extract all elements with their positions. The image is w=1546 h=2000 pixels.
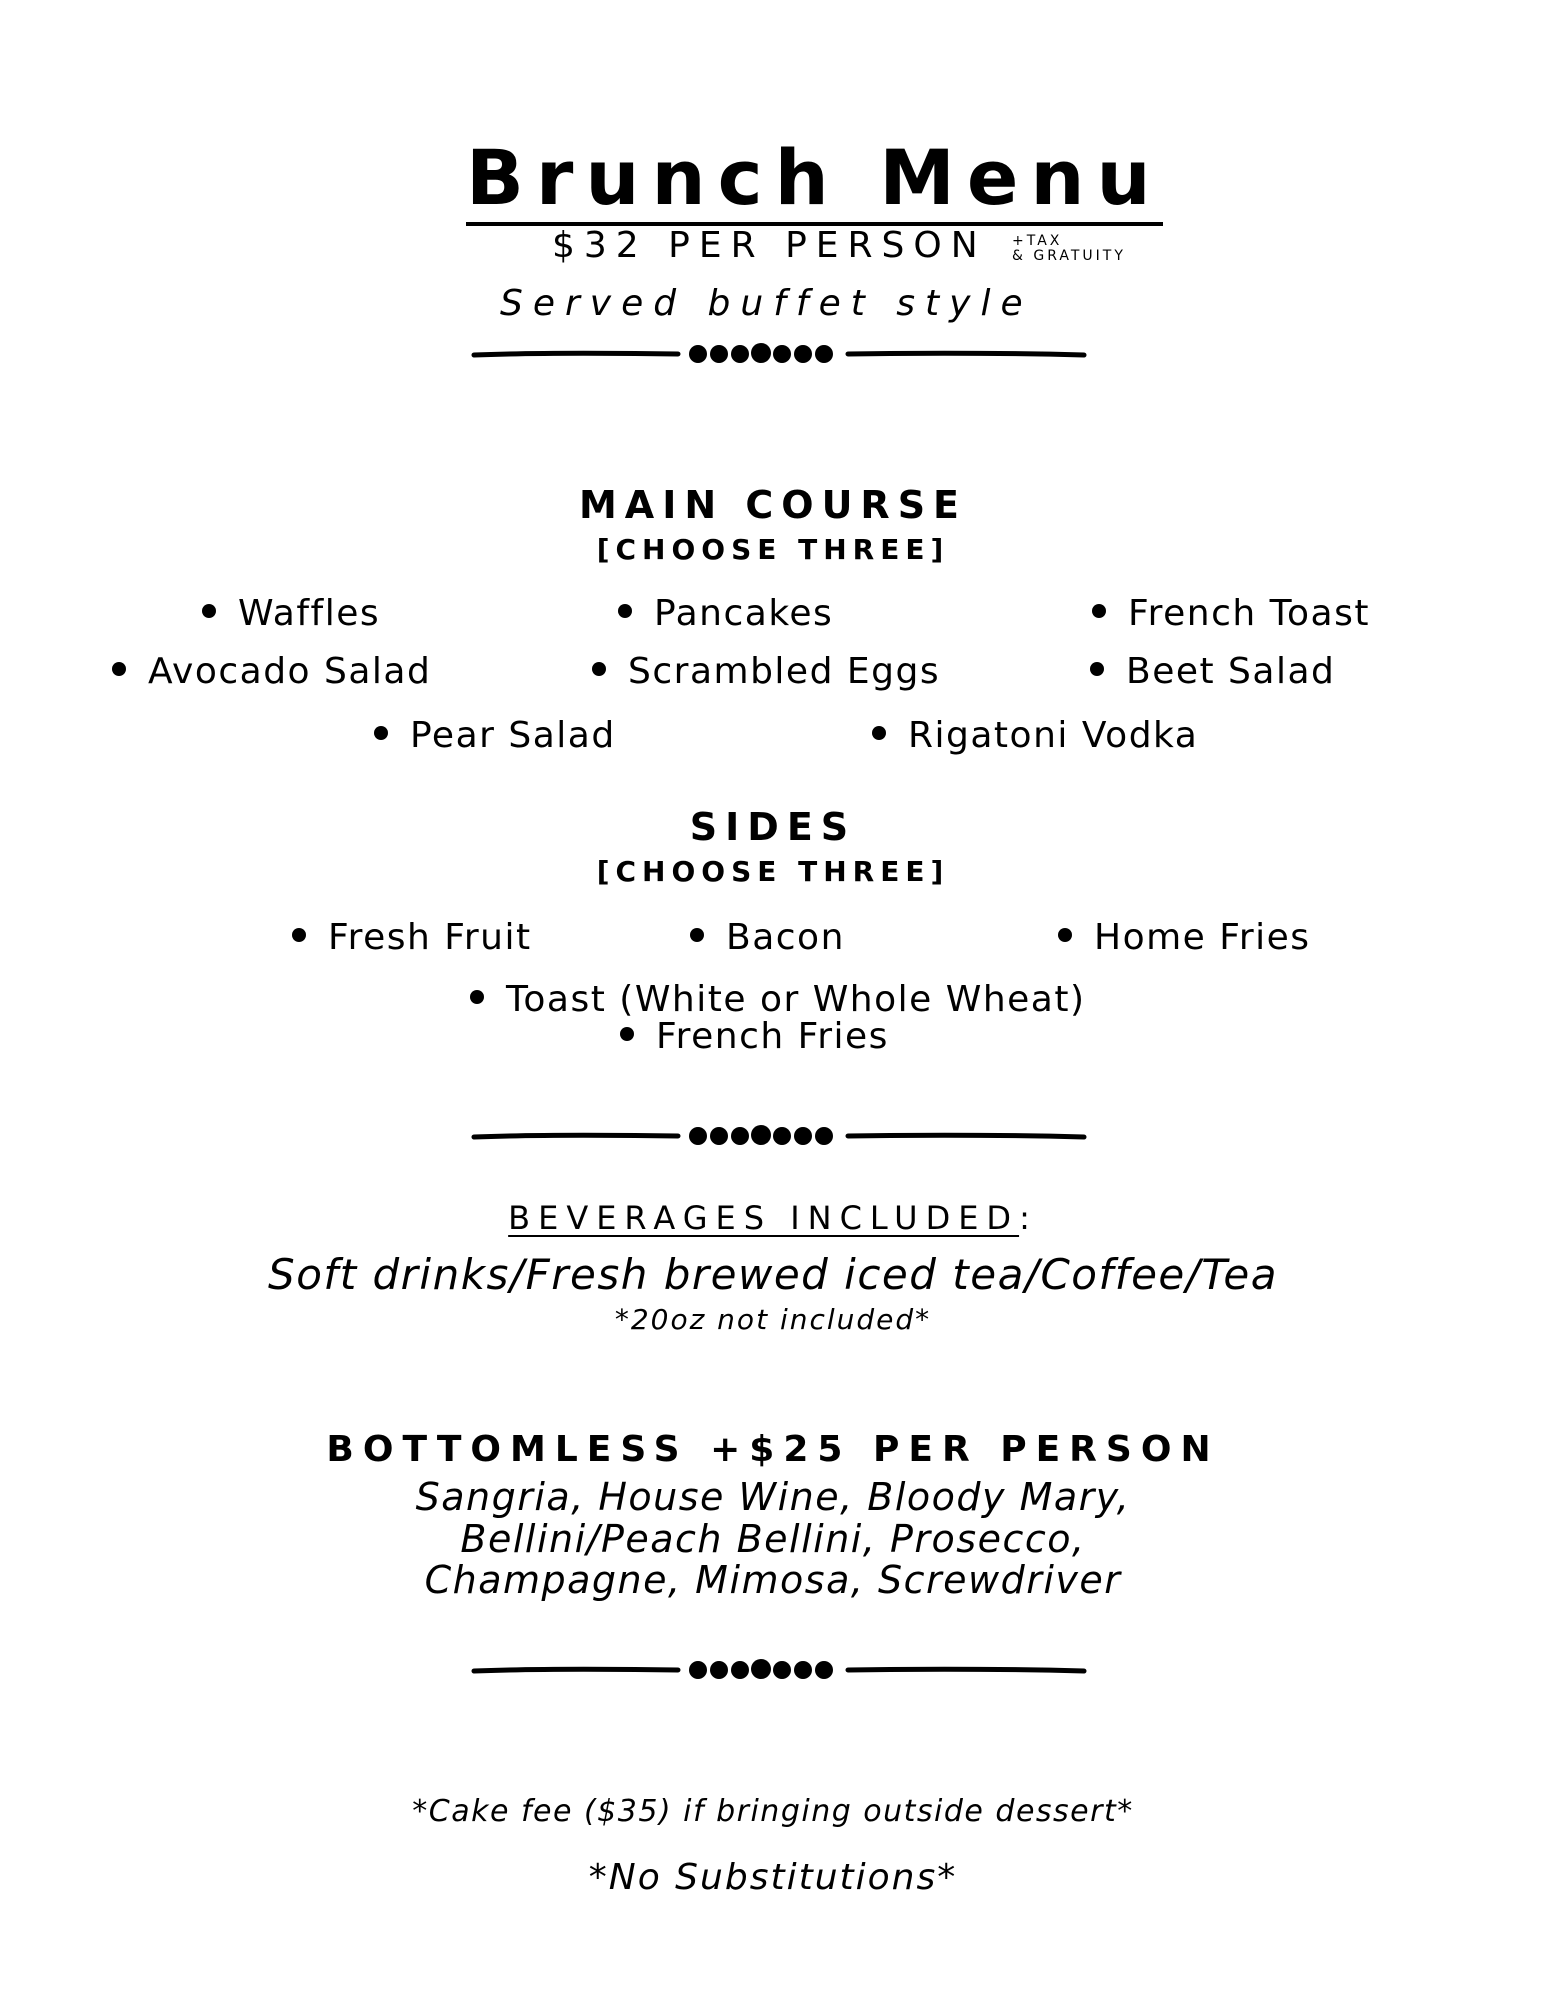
no-substitutions-note: *No Substitutions* bbox=[588, 1857, 958, 1898]
bottomless-drinks-line: Bellini/Peach Bellini, Prosecco, bbox=[460, 1517, 1086, 1561]
sides-subheading: [CHOOSE THREE] bbox=[596, 855, 950, 888]
bullet-icon bbox=[618, 604, 632, 618]
side-item-toast: Toast (White or Whole Wheat) bbox=[470, 982, 1086, 1018]
bullet-icon bbox=[292, 928, 306, 942]
side-item-french-fries: French Fries bbox=[620, 1019, 889, 1055]
bullet-icon bbox=[620, 1027, 634, 1041]
bullet-icon bbox=[690, 928, 704, 942]
ornamental-divider bbox=[470, 342, 1090, 366]
tax-gratuity-note bbox=[1012, 234, 1126, 265]
bullet-icon bbox=[592, 662, 606, 676]
beverages-note: *20oz not included* bbox=[614, 1303, 932, 1336]
main-item-pancakes: Pancakes bbox=[618, 596, 833, 632]
menu-title: Brunch Menu bbox=[466, 140, 1163, 226]
bottomless-heading: BOTTOMLESS +$25 PER PERSON bbox=[326, 1429, 1220, 1470]
bullet-icon bbox=[1090, 662, 1104, 676]
main-item-avocado-salad: Avocado Salad bbox=[112, 654, 431, 690]
main-item-french-toast: French Toast bbox=[1092, 596, 1370, 632]
main-item-waffles: Waffles bbox=[202, 596, 380, 632]
tax-note-line1: +TAX bbox=[1012, 233, 1063, 249]
bottomless-drinks-line: Champagne, Mimosa, Screwdriver bbox=[424, 1558, 1122, 1602]
bullet-icon bbox=[470, 990, 484, 1004]
main-item-scrambled-eggs: Scrambled Eggs bbox=[592, 654, 940, 690]
price-per-person: $32 PER PERSON bbox=[552, 225, 987, 266]
side-item-fresh-fruit: Fresh Fruit bbox=[292, 920, 532, 956]
side-item-home-fries: Home Fries bbox=[1058, 920, 1311, 956]
side-item-bacon: Bacon bbox=[690, 920, 845, 956]
beverages-heading: BEVERAGES INCLUDED: bbox=[508, 1199, 1038, 1237]
bullet-icon bbox=[202, 604, 216, 618]
main-item-beet-salad: Beet Salad bbox=[1090, 654, 1335, 690]
bullet-icon bbox=[1092, 604, 1106, 618]
main-course-subheading: [CHOOSE THREE] bbox=[596, 533, 950, 566]
main-course-heading: MAIN COURSE bbox=[578, 483, 968, 527]
bullet-icon bbox=[872, 726, 886, 740]
main-item-rigatoni-vodka: Rigatoni Vodka bbox=[872, 718, 1198, 754]
tax-note-line2: & GRATUITY bbox=[1012, 248, 1126, 265]
bullet-icon bbox=[374, 726, 388, 740]
sides-heading: SIDES bbox=[689, 805, 857, 849]
bullet-icon bbox=[112, 662, 126, 676]
bullet-icon bbox=[1058, 928, 1072, 942]
served-style-note: Served buffet style bbox=[500, 283, 1033, 324]
bottomless-drinks-line: Sangria, House Wine, Bloody Mary, bbox=[415, 1475, 1131, 1519]
beverages-list: Soft drinks/Fresh brewed iced tea/Coffee/Tea bbox=[268, 1250, 1278, 1299]
main-item-pear-salad: Pear Salad bbox=[374, 718, 616, 754]
ornamental-divider bbox=[470, 1658, 1090, 1682]
cake-fee-note: *Cake fee ($35) if bringing outside dessert* bbox=[412, 1794, 1134, 1829]
ornamental-divider bbox=[470, 1124, 1090, 1148]
